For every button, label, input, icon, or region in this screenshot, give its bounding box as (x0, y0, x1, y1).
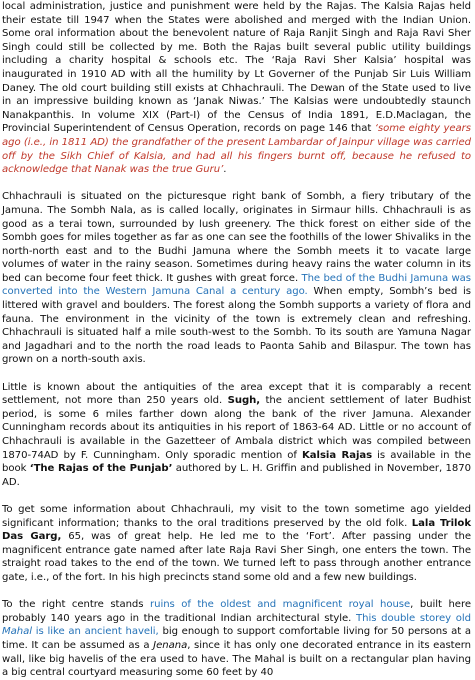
text-run: To the right centre stands (2, 599, 150, 611)
text-run: Chhachrauli is situated on the picturesque right bank of Sombh, a fiery tributary of the Jamuna. The Sombh Nala, as is called locally, originates in Sirmaur hills. Chhachrauli is as good as a terai town, surrounded by lush greenery. The thick forest on either side of the Sombh goes for miles together as far as one can see the foothills of the lower Shivaliks in the north-north east and to the Budhi Jamuna where the Sombh meets it to vacate large volumes of water in the rainy season. Sometimes during heavy rains the water column in its bed can become four feet thick. It gushes with great force. (2, 191, 471, 284)
italic-jenana: Jenana (153, 639, 188, 651)
bold-sugh: Sugh, (227, 395, 261, 407)
text-run: Little is known about the antiquities of the area except that it is comparably a recent settlement, not more than 250 years old. (2, 381, 471, 407)
text-run: the ancient settlement of later Budhist period, is some 6 miles farther down along the bank of the river Jamuna. Alexander Cunningham records about its antiquities in his report of 1863-64 AD. Little or no account of Chhachrauli is available in the Gazetteer of Ambala district which was compiled between 1870-74AD by F. Cunningham. Only sporadic mention of (2, 395, 471, 461)
text-run: big enough to support comfortable living for 50 persons at a time. It can be assumed as a (2, 626, 471, 651)
highlight-mahal: Mahal (2, 626, 33, 638)
paragraph-antiquities (2, 381, 471, 490)
paragraph-visit (2, 503, 471, 585)
text-run: , since it has only one decorated entrance in its eastern wall, like big havelis of the era used to have. The Mahal is built on a rectangular plan having a big central courtyard measuring some 60 feet by 40 (2, 639, 472, 679)
text-run: local administration, justice and punishment were held by the Rajas. The Kalsia Rajas held their estate till 1947 when the States were abolished and merged with the Indian Union. Some oral information about the benevolent nature of Raja Ranjit Singh and Raja Ravi Sher Singh could still be collected by me. Both the Rajas built several public utility buildings including a charity hospital & schools etc. The ‘Raja Ravi Sher Kalsia’ hospital was inaugurated in 1910 AD with all the humility by Lt Governer of the Punjab Sir Luis William Daney. The old court building still exists at Chhachrauli. The Dewan of the State used to live in an impressive building known as ‘Janak Niwas.’ The Kalsias were undoubtedly staunch Nanakpanthis. In volume XIX (Part-I) of the Census of India 1891, E.D.Maclagan, the Provincial Superintendent of Census Operation, records on page 146 that (2, 1, 471, 135)
highlight-double-storey: This double storey old (356, 612, 471, 624)
quote-census-1891: ‘some eighty years ago (i.e., in 1811 AD) the grandfather of the present Lambardar of Jainpur village was carried off by the Sikh Chief of Kalsia, and had all his fingers burnt off, because he refused to acknowledge that Nanak was the true Guru’ (2, 123, 471, 176)
paragraph-kalsia-rajas (2, 0, 471, 177)
highlight-haveli: is like an ancient haveli, (32, 626, 159, 638)
paragraph-sombh-river (2, 190, 471, 367)
paragraph-royal-house (2, 598, 471, 680)
text-run: 65, was of great help. He led me to the ‘Fort’. After passing under the magnificent entrance gate named after late Raja Ravi Sher Singh, one enters the town. The straight road takes to the end of the town. We turned left to pass through another entrance gate, i.e., of the fort. In his high precincts stand some old and a few new buildings. (2, 531, 471, 583)
bold-kalsia-rajas: Kalsia Rajas (302, 449, 373, 461)
text-run: To get some information about Chhachrauli, my visit to the town sometime ago yielded significant information; thanks to the oral traditions preserved by the old folk. (2, 503, 471, 529)
text-run: authored by L. H. Griffin and published in November, 1870 AD. (2, 463, 471, 488)
bold-lala-trilok-das-garg: Lala Trilok Das Garg, (2, 517, 471, 543)
highlight-budhi-jamuna: The bed of the Budhi Jamuna was converted into the Western Jamuna Canal a century ago. (2, 272, 471, 298)
text-run: , built here probably 140 years ago in the traditional Indian architectural style. (2, 599, 471, 624)
bold-book-title: ‘The Rajas of the Punjab’ (29, 463, 173, 475)
text-run: . (223, 164, 227, 176)
text-run: When empty, Sombh’s bed is littered with gravel and boulders. The forest along the Sombh supports a variety of flora and fauna. The environment in the vicinity of the town is extremely clean and refreshing. Chhachrauli is situated half a mile south-west to the Sombh. To its south are Yamuna Nagar and Jagadhari and to the north the road leads to Paonta Sahib and Bilaspur. The town has grown on a north-south axis. (2, 286, 471, 366)
text-run: is available in the book (2, 449, 471, 475)
highlight-royal-house: ruins of the oldest and magnificent royal house (150, 599, 411, 611)
